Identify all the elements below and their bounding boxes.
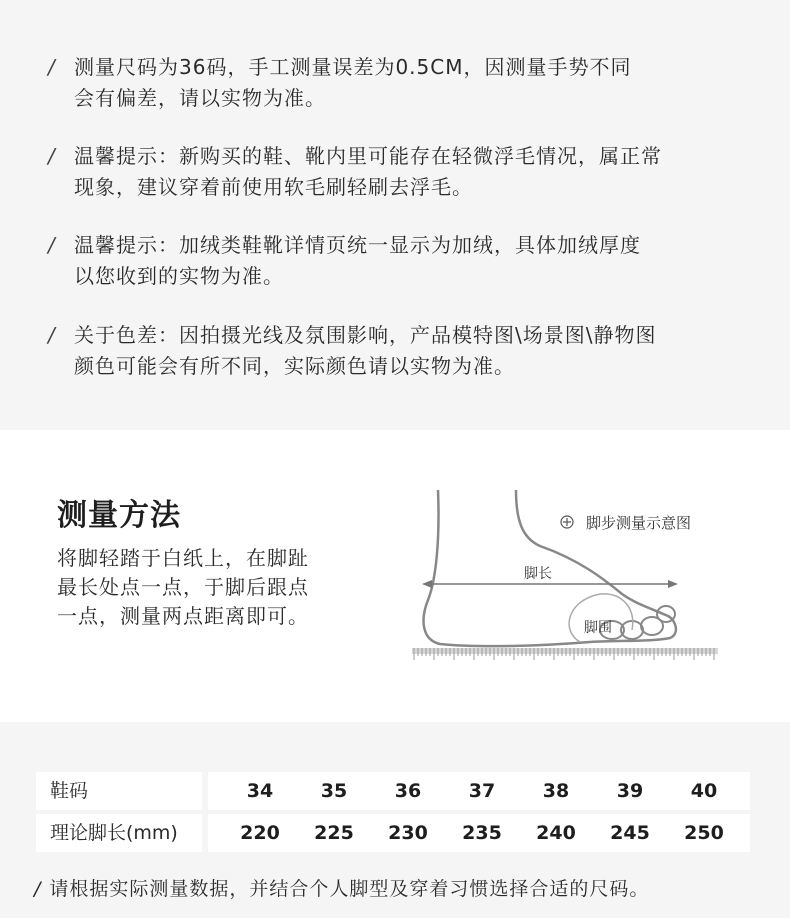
row-header-foot-length: 理论脚长(mm) — [36, 814, 202, 852]
table-cell: 240 — [536, 822, 576, 844]
table-cell: 220 — [240, 822, 280, 844]
note-marker: / — [48, 55, 56, 79]
size-table-section — [0, 722, 790, 918]
note-line: 测量尺码为36码，手工测量误差为0.5CM，因测量手势不同 — [74, 55, 632, 79]
diagram-legend: 脚步测量示意图 — [586, 514, 692, 532]
table-cell: 37 — [468, 780, 496, 802]
arrow-right-icon — [668, 580, 678, 588]
girth-label: 脚围 — [584, 620, 612, 636]
measure-section — [0, 430, 790, 722]
note-item — [48, 320, 748, 382]
table-cell: 230 — [388, 822, 428, 844]
note-item — [48, 141, 748, 203]
arrow-left-icon — [422, 580, 432, 588]
table-cell: 38 — [542, 780, 570, 802]
footnote-text: 请根据实际测量数据，并结合个人脚型及穿着习惯选择合适的尺码。 — [49, 878, 650, 900]
measure-desc-line: 将脚轻踏于白纸上，在脚趾 — [57, 546, 309, 570]
note-line: 颜色可能会有所不同，实际颜色请以实物为准。 — [74, 354, 515, 378]
measure-desc-line: 一点，测量两点距离即可。 — [57, 604, 309, 628]
note-line: 关于色差：因拍摄光线及氛围影响，产品模特图\场景图\静物图 — [74, 323, 657, 347]
measure-desc-line: 最长处点一点，于脚后跟点 — [57, 575, 309, 599]
table-cell: 245 — [610, 822, 650, 844]
footnote — [34, 874, 649, 901]
footnote-marker: / — [34, 878, 42, 900]
table-cell: 235 — [462, 822, 502, 844]
length-label: 脚长 — [524, 566, 552, 582]
table-cell: 36 — [394, 780, 422, 802]
row-values — [208, 772, 750, 810]
table-cell: 40 — [690, 780, 718, 802]
note-item — [48, 230, 748, 292]
notes-section — [0, 0, 790, 430]
row-values — [208, 814, 750, 852]
note-line: 温馨提示：新购买的鞋、靴内里可能存在轻微浮毛情况，属正常 — [74, 144, 662, 168]
table-cell: 225 — [314, 822, 354, 844]
foot-measure-diagram — [400, 480, 730, 670]
note-marker: / — [48, 144, 56, 168]
note-line: 会有偏差，请以实物为准。 — [74, 86, 326, 110]
crosshair-icon — [561, 516, 573, 528]
table-cell: 250 — [684, 822, 724, 844]
note-item — [48, 52, 748, 114]
table-cell: 34 — [246, 780, 274, 802]
table-cell: 39 — [616, 780, 644, 802]
row-header-size: 鞋码 — [36, 772, 202, 810]
table-cell: 35 — [320, 780, 348, 802]
note-line: 以您收到的实物为准。 — [74, 264, 284, 288]
note-marker: / — [48, 233, 56, 257]
measure-description — [57, 544, 347, 631]
note-marker: / — [48, 323, 56, 347]
note-line: 现象，建议穿着前使用软毛刷轻刷去浮毛。 — [74, 175, 473, 199]
measure-title: 测量方法 — [57, 498, 181, 533]
note-line: 温馨提示：加绒类鞋靴详情页统一显示为加绒，具体加绒厚度 — [74, 233, 641, 257]
